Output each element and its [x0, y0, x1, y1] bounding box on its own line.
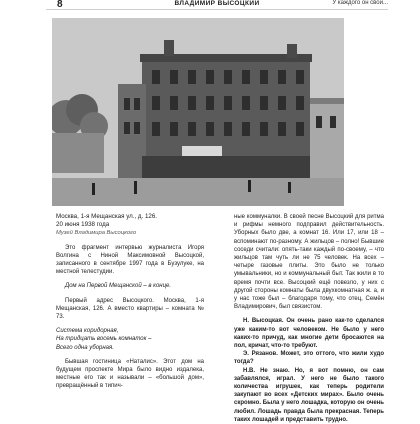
- photo-right-building: [310, 102, 344, 178]
- dialog-line: Э. Рязанов. Может, это оттого, что жили худо тогда?: [234, 351, 384, 366]
- dialog-line: Н.В. Не знаю. Но, я вот помню, он сам забавлялся, играл. У него не было такого количества игрушек, как теперь родители закупают во всех «Детских мирах». Было очень скромно. Была у него лошадка, которую он очень любил. Лошадь правда была прекрасная. Теперь таких лошадей и представить трудно.: [234, 367, 384, 423]
- poem-line: На тридцать восемь комнаток –: [56, 336, 152, 343]
- photo-awning: [182, 146, 222, 156]
- photo-low-building: [52, 133, 104, 173]
- dialog-line: Н. Высоцкая. Он очень рано как-то сделался уже каким-то вот человеком. Не было у него каких-то причуд, как многие дети бросаются на пол, кричат, что-то требуют.: [234, 318, 384, 350]
- photo-right-cornice: [310, 98, 344, 104]
- photo-pedestrian: [92, 183, 95, 195]
- last-paragraph: Бывшая гостиница «Наталис». Этот дом на будущем проспекте Мира было видно издалека, местные его так и называли – «большой дом», превращённый в типич-: [56, 358, 204, 390]
- right-paragraph: ные коммуналки. В своей песне Высоцкий для ритма и рифмы немного подправил действительность. Уборных было две, а комнат 16. Или 17, или 18 – вспоминают по-разному. А жильцов – полно! Бывшие соседи считали: опять-таки каждый по-своему, – что жильцов там чуть ли не 75 человек. На всех – четыре газовые плиты. Это было не только умывальники, но и коммунальный быт. Так жили в то время почти все. Высоцкий ещё повезло, у них с другой стороны комнаты была двухкомнатная ж. а, и у нас тоже был – благодаря тому, что отец, Семён Владимирович, был связистом.: [234, 214, 384, 311]
- photo-chimney: [287, 44, 297, 58]
- photo-street: [52, 178, 344, 206]
- page-header: [46, 0, 388, 11]
- page-number: 8: [57, 0, 63, 10]
- photo-side-wing: [118, 84, 146, 178]
- photo-chimney: [164, 40, 174, 56]
- intro-paragraph: Это фрагмент интервью журналиста Игоря Волгина с Ниной Максимовной Высоцкой, записанного в сентябре 1997 года в Бузулуке, на местной телестудии.: [56, 244, 204, 276]
- historic-building-photo: [52, 18, 344, 206]
- photo-storefront: [142, 156, 310, 178]
- left-column: [56, 213, 204, 391]
- address-paragraph: Первый адрес Высоцкого. Москва, 1-я Мещанская, 126. А вместо квартиры – комната № 73.: [56, 297, 204, 321]
- photo-illustration: [52, 18, 344, 206]
- caption-title: Москва, 1-я Мещанская ул., д. 126.: [56, 213, 158, 220]
- running-title-right: У каждого он свой...: [332, 0, 388, 6]
- poem-line: Всего одна уборная.: [56, 344, 114, 351]
- right-column: [234, 213, 384, 424]
- caption-credit: Музей Владимира Высоцкого: [56, 230, 137, 237]
- photo-pedestrian: [288, 182, 291, 193]
- header-rule: [46, 9, 388, 10]
- italic-title: Дом на Первой Мещанской – в конце.: [65, 283, 172, 290]
- photo-pedestrian: [134, 181, 137, 194]
- caption-date: 20 июня 1938 года: [56, 221, 110, 229]
- photo-pedestrian: [248, 180, 251, 192]
- poem-line: Система коридорная,: [56, 328, 119, 335]
- running-title: ВЛАДИМИР ВЫСОЦКИЙ: [174, 0, 260, 7]
